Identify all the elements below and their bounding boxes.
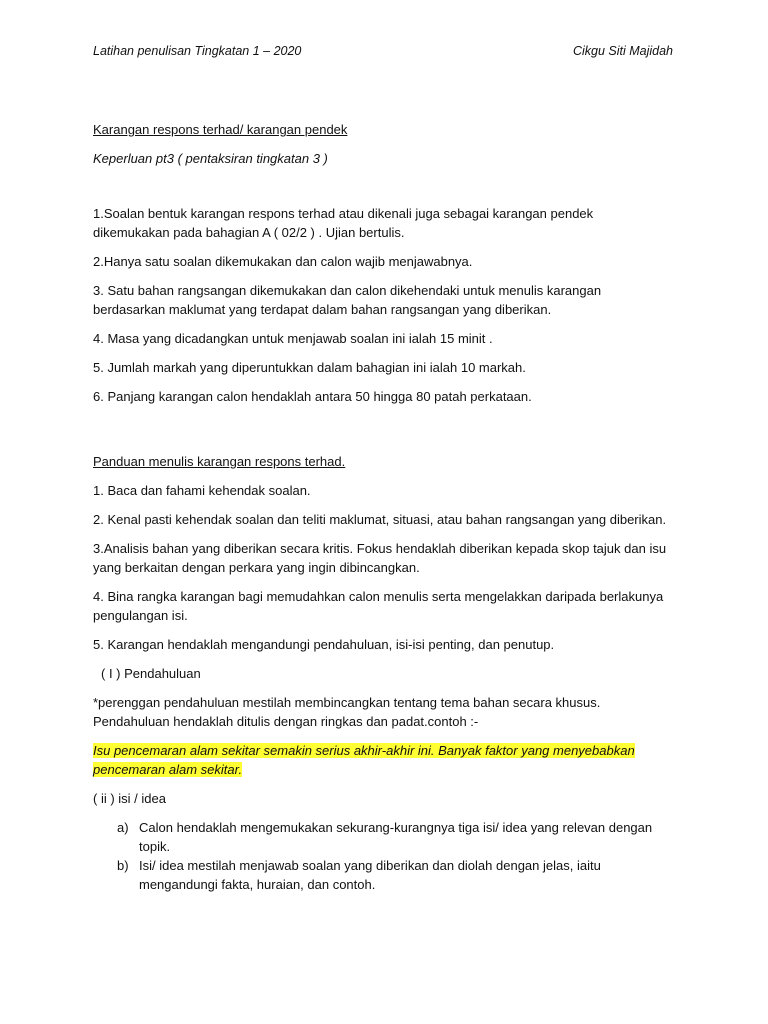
highlighted-example: Isu pencemaran alam sekitar semakin serius akhir-akhir ini. Banyak faktor yang menyebabkan pencemaran alam sekitar. bbox=[93, 743, 635, 777]
list-marker: a) bbox=[117, 820, 129, 835]
intro-text: *perenggan pendahuluan mestilah membincangkan tentang tema bahan secara khusus. Pendahuluan hendaklah ditulis dengan ringkas dan padat.contoh :- bbox=[93, 695, 601, 729]
guide-item: 5. Karangan hendaklah mengandungi pendahuluan, isi-isi penting, dan penutup. bbox=[93, 637, 555, 652]
list-item bbox=[93, 818, 673, 856]
list-item-text: Calon hendaklah mengemukakan sekurang-kurangnya tiga isi/ idea yang relevan dengan topik. bbox=[139, 820, 653, 854]
requirement-item: 1.Soalan bentuk karangan respons terhad atau dikenali juga sebagai karangan pendek dikemukakan pada bahagian A ( 02/2 ) . Ujian bertulis. bbox=[93, 206, 594, 240]
requirement-item: 6. Panjang karangan calon hendaklah antara 50 hingga 80 patah perkataan. bbox=[93, 389, 532, 404]
guide-item: 3.Analisis bahan yang diberikan secara kritis. Fokus hendaklah diberikan kepada skop tajuk dan isu yang berkaitan dengan perkara yang ingin dibincangkan. bbox=[93, 541, 667, 575]
guide-item: 2. Kenal pasti kehendak soalan dan teliti maklumat, situasi, atau bahan rangsangan yang diberikan. bbox=[93, 512, 667, 527]
example-paragraph bbox=[93, 741, 673, 779]
intro-heading: ( I ) Pendahuluan bbox=[101, 666, 201, 681]
page-header bbox=[93, 42, 673, 61]
header-right: Cikgu Siti Majidah bbox=[572, 44, 673, 58]
guide-list bbox=[93, 481, 673, 654]
guide-title: Panduan menulis karangan respons terhad. bbox=[93, 454, 346, 469]
guide-item: 1. Baca dan fahami kehendak soalan. bbox=[93, 483, 311, 498]
requirement-item: 4. Masa yang dicadangkan untuk menjawab soalan ini ialah 15 minit . bbox=[93, 331, 493, 346]
document-body bbox=[93, 120, 673, 894]
list-item-text: Isi/ idea mestilah menjawab soalan yang diberikan dan diolah dengan jelas, iaitu mengandungi fakta, huraian, dan contoh. bbox=[139, 858, 601, 892]
isi-list bbox=[93, 818, 673, 894]
header-left: Latihan penulisan Tingkatan 1 – 2020 bbox=[93, 44, 302, 58]
list-marker: b) bbox=[117, 858, 129, 873]
isi-heading: ( ii ) isi / idea bbox=[93, 791, 166, 806]
requirements-list bbox=[93, 204, 673, 406]
document-title: Karangan respons terhad/ karangan pendek bbox=[93, 122, 348, 137]
guide-item: 4. Bina rangka karangan bagi memudahkan calon menulis serta mengelakkan daripada berlakunya pengulangan isi. bbox=[93, 589, 664, 623]
requirement-item: 5. Jumlah markah yang diperuntukkan dalam bahagian ini ialah 10 markah. bbox=[93, 360, 526, 375]
requirement-item: 3. Satu bahan rangsangan dikemukakan dan calon dikehendaki untuk menulis karangan berdasarkan maklumat yang terdapat dalam bahan rangsangan yang diberikan. bbox=[93, 283, 602, 317]
requirement-item: 2.Hanya satu soalan dikemukakan dan calon wajib menjawabnya. bbox=[93, 254, 473, 269]
document-subtitle: Keperluan pt3 ( pentaksiran tingkatan 3 ) bbox=[93, 151, 328, 166]
list-item bbox=[93, 856, 673, 894]
